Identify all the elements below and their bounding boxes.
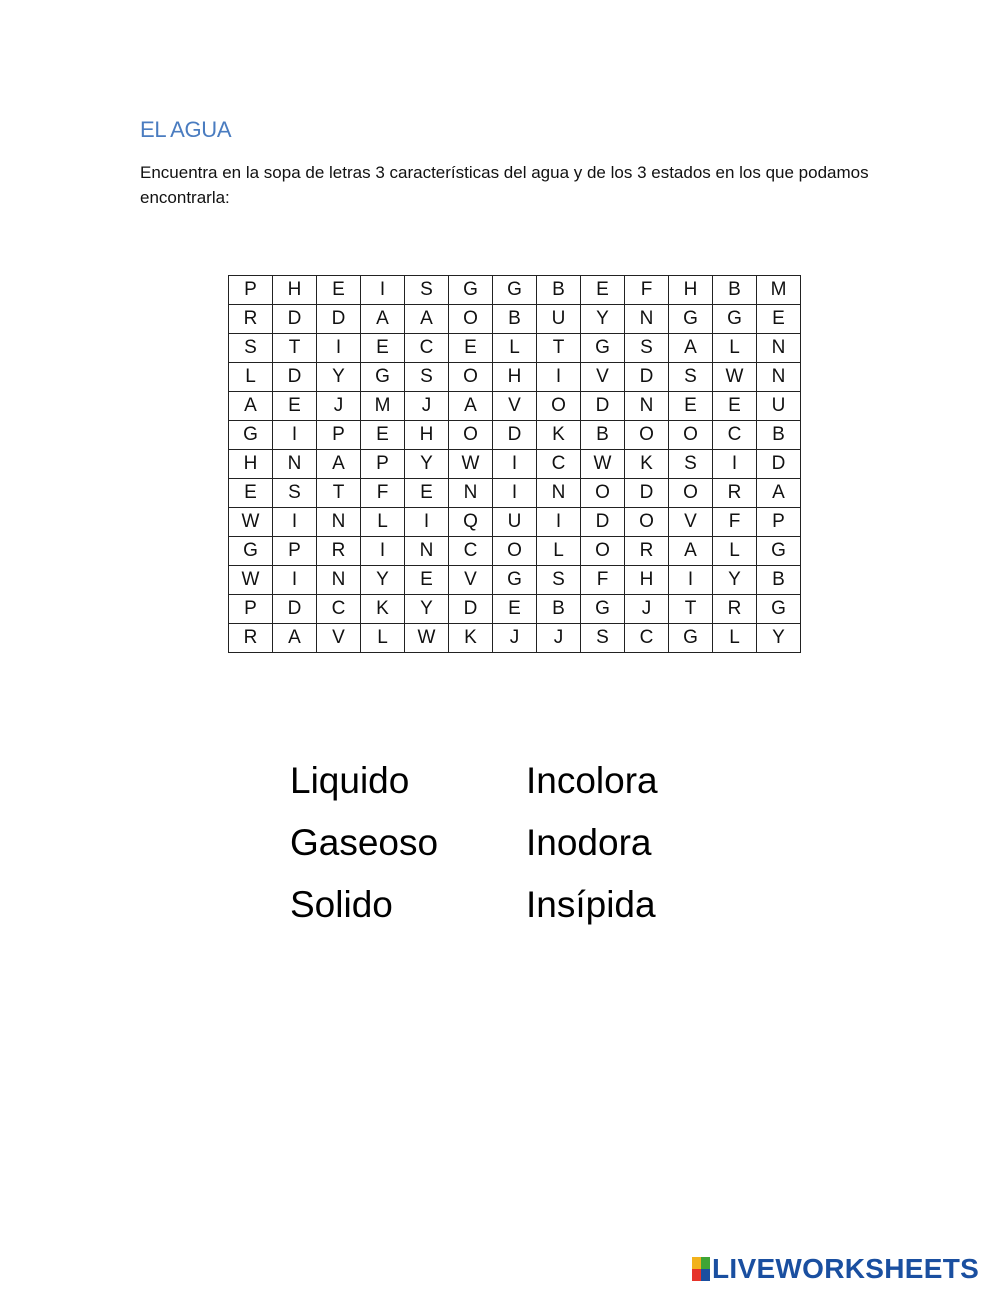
grid-cell: H xyxy=(405,421,449,450)
grid-cell: S xyxy=(581,624,625,653)
grid-cell: V xyxy=(317,624,361,653)
grid-cell: I xyxy=(713,450,757,479)
grid-cell: T xyxy=(669,595,713,624)
grid-cell: J xyxy=(625,595,669,624)
word-search-grid xyxy=(228,275,801,653)
grid-cell: B xyxy=(493,305,537,334)
grid-cell: K xyxy=(449,624,493,653)
grid-cell: O xyxy=(625,508,669,537)
grid-cell: A xyxy=(669,537,713,566)
grid-cell: B xyxy=(757,566,801,595)
liveworksheets-logo-icon xyxy=(692,1257,710,1281)
grid-cell: D xyxy=(449,595,493,624)
grid-cell: E xyxy=(229,479,273,508)
grid-cell: S xyxy=(229,334,273,363)
grid-cell: G xyxy=(229,421,273,450)
grid-cell: T xyxy=(317,479,361,508)
grid-cell: A xyxy=(669,334,713,363)
grid-cell: V xyxy=(669,508,713,537)
grid-cell: Y xyxy=(757,624,801,653)
grid-cell: W xyxy=(713,363,757,392)
grid-cell: C xyxy=(317,595,361,624)
grid-cell: E xyxy=(361,421,405,450)
grid-cell: G xyxy=(449,276,493,305)
grid-cell: N xyxy=(537,479,581,508)
grid-cell: G xyxy=(493,566,537,595)
grid-cell: R xyxy=(229,305,273,334)
grid-cell: D xyxy=(317,305,361,334)
logo-text: LIVEWORKSHEETS xyxy=(712,1253,980,1284)
grid-cell: D xyxy=(581,508,625,537)
grid-cell: W xyxy=(405,624,449,653)
grid-cell: E xyxy=(405,566,449,595)
grid-cell: S xyxy=(669,363,713,392)
grid-cell: E xyxy=(317,276,361,305)
grid-row xyxy=(229,595,801,624)
grid-cell: O xyxy=(449,421,493,450)
grid-cell: S xyxy=(669,450,713,479)
grid-cell: L xyxy=(361,508,405,537)
grid-cell: U xyxy=(757,392,801,421)
grid-row xyxy=(229,334,801,363)
grid-cell: A xyxy=(757,479,801,508)
grid-cell: A xyxy=(405,305,449,334)
grid-cell: C xyxy=(713,421,757,450)
grid-cell: L xyxy=(493,334,537,363)
grid-cell: O xyxy=(625,421,669,450)
grid-cell: N xyxy=(405,537,449,566)
instructions-text: Encuentra en la sopa de letras 3 características del agua y de los 3 estados en los que podamos encontrarla: xyxy=(140,163,869,207)
grid-cell: G xyxy=(493,276,537,305)
grid-cell: W xyxy=(581,450,625,479)
grid-row xyxy=(229,624,801,653)
grid-cell: R xyxy=(317,537,361,566)
grid-cell: S xyxy=(405,276,449,305)
grid-cell: R xyxy=(713,479,757,508)
grid-cell: I xyxy=(537,363,581,392)
grid-cell: F xyxy=(713,508,757,537)
grid-cell: I xyxy=(273,508,317,537)
grid-cell: G xyxy=(581,595,625,624)
grid-cell: N xyxy=(449,479,493,508)
grid-cell: B xyxy=(537,276,581,305)
grid-row xyxy=(229,566,801,595)
grid-cell: M xyxy=(757,276,801,305)
grid-cell: H xyxy=(273,276,317,305)
grid-cell: V xyxy=(581,363,625,392)
grid-cell: E xyxy=(713,392,757,421)
grid-cell: N xyxy=(757,334,801,363)
word-row xyxy=(290,812,658,874)
grid-row xyxy=(229,450,801,479)
grid-cell: A xyxy=(361,305,405,334)
grid-cell: I xyxy=(273,421,317,450)
grid-cell: U xyxy=(537,305,581,334)
grid-cell: Y xyxy=(581,305,625,334)
grid-cell: J xyxy=(537,624,581,653)
grid-cell: G xyxy=(757,595,801,624)
liveworksheets-logo[interactable] xyxy=(692,1254,979,1284)
grid-cell: O xyxy=(493,537,537,566)
grid-cell: V xyxy=(449,566,493,595)
grid-cell: M xyxy=(361,392,405,421)
grid-cell: I xyxy=(669,566,713,595)
grid-cell: B xyxy=(757,421,801,450)
grid-row xyxy=(229,363,801,392)
grid-cell: A xyxy=(449,392,493,421)
word-row xyxy=(290,874,658,936)
grid-cell: G xyxy=(229,537,273,566)
grid-cell: I xyxy=(361,537,405,566)
grid-cell: I xyxy=(537,508,581,537)
grid-cell: C xyxy=(405,334,449,363)
grid-cell: L xyxy=(361,624,405,653)
grid-cell: L xyxy=(537,537,581,566)
grid-cell: L xyxy=(713,537,757,566)
grid-cell: P xyxy=(229,276,273,305)
grid-cell: W xyxy=(229,566,273,595)
word-liquido: Liquido xyxy=(290,760,410,801)
grid-cell: N xyxy=(273,450,317,479)
grid-cell: E xyxy=(449,334,493,363)
grid-cell: O xyxy=(581,479,625,508)
grid-row xyxy=(229,392,801,421)
grid-cell: V xyxy=(493,392,537,421)
grid-cell: K xyxy=(361,595,405,624)
grid-cell: Y xyxy=(405,595,449,624)
grid-row xyxy=(229,537,801,566)
grid-cell: R xyxy=(713,595,757,624)
grid-cell: Y xyxy=(405,450,449,479)
page-title: EL AGUA xyxy=(140,117,232,142)
grid-cell: D xyxy=(625,363,669,392)
grid-cell: O xyxy=(669,479,713,508)
grid-row xyxy=(229,421,801,450)
grid-cell: G xyxy=(581,334,625,363)
grid-cell: U xyxy=(493,508,537,537)
grid-cell: W xyxy=(229,508,273,537)
grid-cell: C xyxy=(625,624,669,653)
grid-cell: O xyxy=(669,421,713,450)
grid-cell: N xyxy=(625,305,669,334)
grid-cell: G xyxy=(669,305,713,334)
grid-cell: P xyxy=(229,595,273,624)
grid-cell: R xyxy=(229,624,273,653)
grid-cell: F xyxy=(361,479,405,508)
grid-cell: N xyxy=(317,508,361,537)
grid-cell: O xyxy=(537,392,581,421)
grid-row xyxy=(229,508,801,537)
grid-cell: Y xyxy=(713,566,757,595)
grid-cell: A xyxy=(273,624,317,653)
grid-cell: F xyxy=(625,276,669,305)
grid-cell: A xyxy=(317,450,361,479)
grid-cell: O xyxy=(449,305,493,334)
grid-cell: P xyxy=(757,508,801,537)
grid-cell: E xyxy=(493,595,537,624)
grid-cell: H xyxy=(493,363,537,392)
word-gaseoso: Gaseoso xyxy=(290,822,439,863)
grid-cell: G xyxy=(713,305,757,334)
grid-cell: I xyxy=(493,479,537,508)
grid-cell: I xyxy=(273,566,317,595)
grid-cell: B xyxy=(713,276,757,305)
grid-cell: T xyxy=(537,334,581,363)
grid-cell: Q xyxy=(449,508,493,537)
grid-cell: L xyxy=(229,363,273,392)
grid-cell: I xyxy=(493,450,537,479)
grid-cell: O xyxy=(449,363,493,392)
grid-cell: D xyxy=(273,595,317,624)
grid-cell: D xyxy=(273,363,317,392)
grid-cell: L xyxy=(713,334,757,363)
grid-cell: K xyxy=(625,450,669,479)
grid-cell: B xyxy=(581,421,625,450)
grid-cell: A xyxy=(229,392,273,421)
grid-cell: I xyxy=(317,334,361,363)
grid-cell: D xyxy=(273,305,317,334)
grid-cell: L xyxy=(713,624,757,653)
grid-cell: S xyxy=(537,566,581,595)
grid-cell: H xyxy=(229,450,273,479)
grid-cell: D xyxy=(757,450,801,479)
grid-cell: J xyxy=(493,624,537,653)
grid-cell: J xyxy=(405,392,449,421)
word-solido: Solido xyxy=(290,884,393,925)
grid-cell: I xyxy=(405,508,449,537)
grid-cell: N xyxy=(317,566,361,595)
grid-cell: S xyxy=(625,334,669,363)
grid-cell: C xyxy=(449,537,493,566)
grid-cell: R xyxy=(625,537,669,566)
grid-cell: D xyxy=(493,421,537,450)
word-insipida: Insípida xyxy=(526,884,656,925)
grid-cell: H xyxy=(625,566,669,595)
grid-cell: D xyxy=(581,392,625,421)
grid-cell: K xyxy=(537,421,581,450)
grid-cell: E xyxy=(273,392,317,421)
grid-cell: W xyxy=(449,450,493,479)
grid-cell: S xyxy=(273,479,317,508)
word-inodora: Inodora xyxy=(526,822,652,863)
grid-cell: F xyxy=(581,566,625,595)
grid-cell: E xyxy=(581,276,625,305)
grid-cell: I xyxy=(361,276,405,305)
grid-cell: S xyxy=(405,363,449,392)
grid-cell: E xyxy=(669,392,713,421)
grid-row xyxy=(229,479,801,508)
grid-cell: P xyxy=(273,537,317,566)
grid-cell: G xyxy=(361,363,405,392)
grid-cell: N xyxy=(625,392,669,421)
grid-row xyxy=(229,276,801,305)
grid-cell: P xyxy=(361,450,405,479)
grid-cell: C xyxy=(537,450,581,479)
grid-cell: H xyxy=(669,276,713,305)
grid-cell: G xyxy=(669,624,713,653)
grid-cell: B xyxy=(537,595,581,624)
grid-cell: E xyxy=(757,305,801,334)
grid-cell: G xyxy=(757,537,801,566)
word-incolora: Incolora xyxy=(526,760,658,801)
word-row xyxy=(290,750,658,812)
grid-cell: E xyxy=(405,479,449,508)
grid-cell: N xyxy=(757,363,801,392)
grid-cell: Y xyxy=(317,363,361,392)
grid-cell: P xyxy=(317,421,361,450)
grid-row xyxy=(229,305,801,334)
grid-cell: J xyxy=(317,392,361,421)
grid-cell: Y xyxy=(361,566,405,595)
grid-cell: O xyxy=(581,537,625,566)
word-list xyxy=(290,750,658,936)
grid-cell: E xyxy=(361,334,405,363)
grid-cell: T xyxy=(273,334,317,363)
grid-cell: D xyxy=(625,479,669,508)
